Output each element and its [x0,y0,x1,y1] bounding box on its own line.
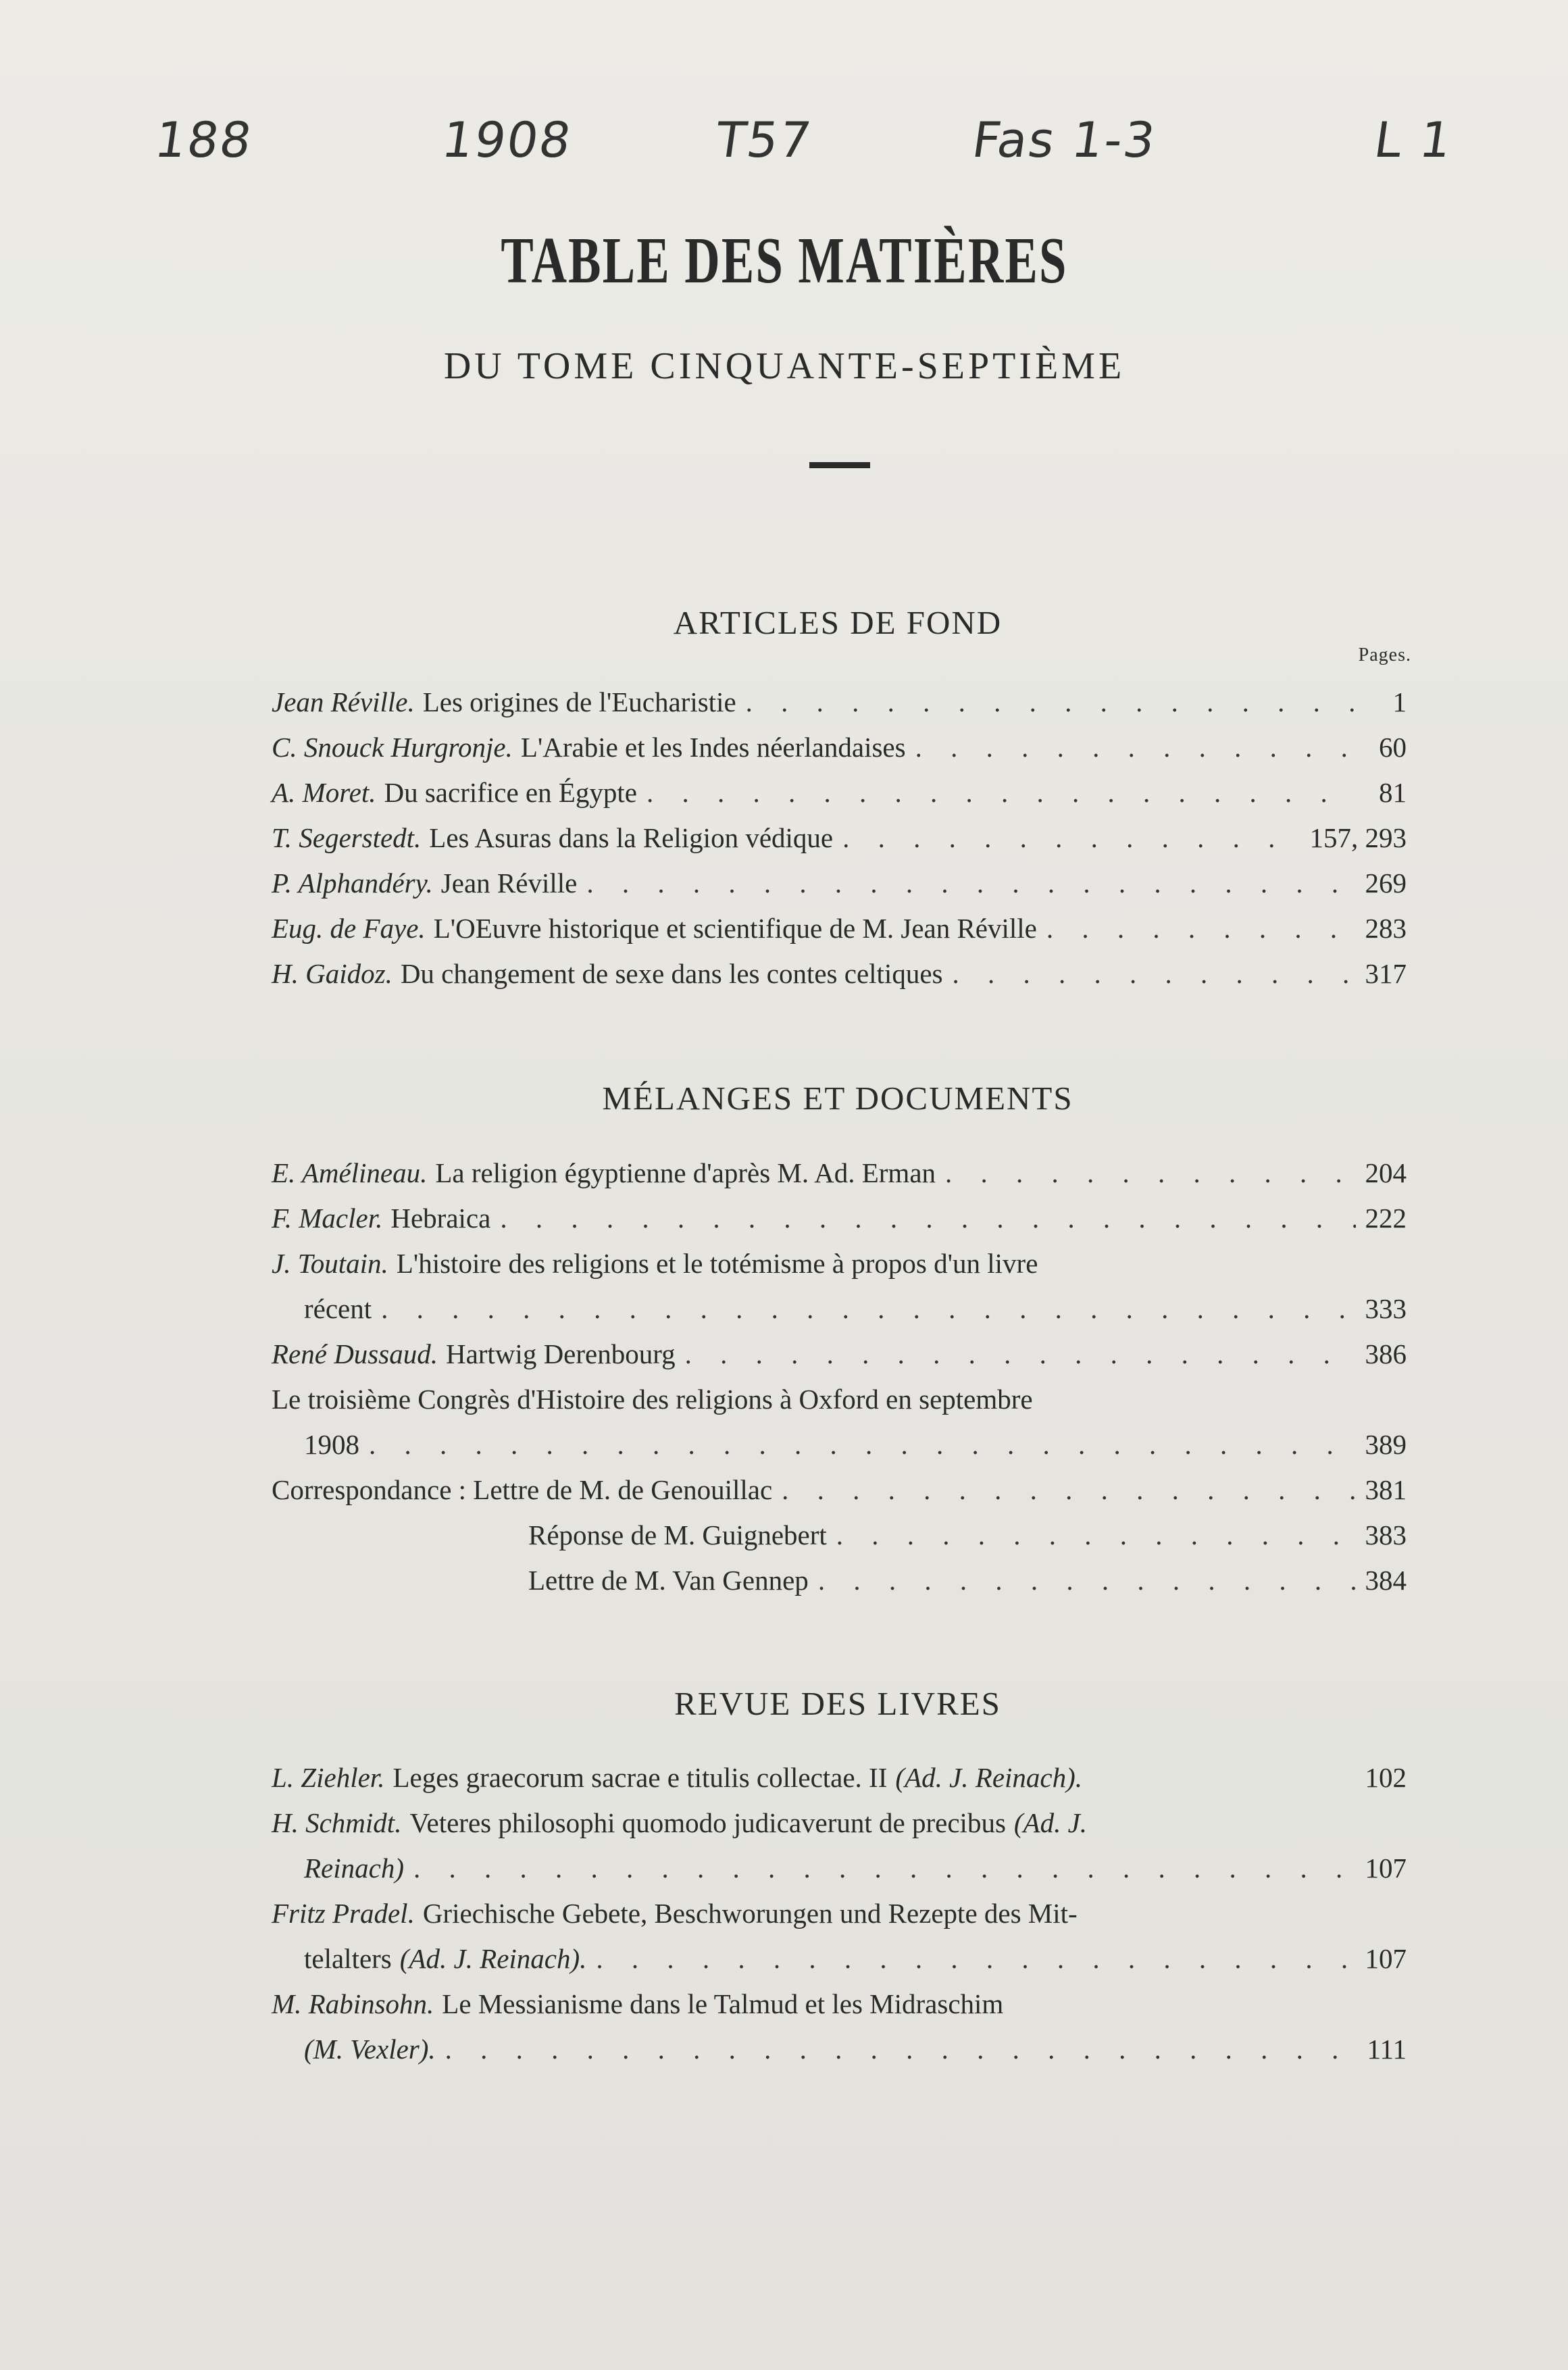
entry-page: 222 [1365,1203,1407,1234]
toc-entry[interactable] [272,680,1407,725]
leader-dots [915,725,1357,770]
toc-entry[interactable] [272,1513,1407,1558]
entry-page: 384 [1365,1565,1407,1596]
section-heading-articles: ARTICLES DE FOND [673,604,1003,641]
entry-reviewer: (Ad. J. Reinach). [399,1943,587,1974]
section-heading-melanges: MÉLANGES ET DOCUMENTS [602,1080,1073,1117]
entry-title: Correspondance : Lettre de M. de Genouillac [272,1474,773,1505]
toc-entry-continuation[interactable] [272,2027,1407,2072]
toc-entry-continuation[interactable] [272,1936,1407,1982]
entry-author: H. Schmidt. [272,1807,402,1838]
leader-dots [647,770,1357,815]
entry-author: C. Snouck Hurgronje. [272,732,513,763]
leader-dots [842,815,1300,861]
entry-reviewer: (Ad. J. [1013,1807,1088,1838]
entry-page: 269 [1365,867,1407,899]
entry-title: Le troisième Congrès d'Histoire des religions à Oxford en septembre [272,1384,1033,1415]
revue-list [272,1755,1407,2072]
entry-author: Jean Réville. [272,686,415,717]
title-divider [809,462,870,468]
melanges-list [272,1151,1407,1603]
toc-entry[interactable] [272,1151,1407,1196]
toc-entry[interactable] [272,770,1407,815]
entry-page: 107 [1365,1943,1407,1974]
entry-page: 381 [1365,1474,1407,1505]
entry-title: Du sacrifice en Égypte [384,777,638,808]
handwritten-note: L 1 [1371,111,1457,168]
leader-dots [381,1286,1355,1332]
toc-entry[interactable] [272,1377,1407,1422]
entry-page: 204 [1365,1157,1407,1188]
entry-title: Griechische Gebete, Beschworungen und Rezepte des Mit- [422,1898,1078,1929]
toc-entry[interactable] [272,815,1407,861]
entry-author: J. Toutain. [272,1248,388,1279]
entry-page: 386 [1365,1338,1407,1369]
toc-entry[interactable] [272,1982,1407,2027]
entry-title: Leges graecorum sacrae e titulis collectae. II [393,1762,888,1793]
entry-author: P. Alphandéry. [272,867,433,899]
leader-dots [746,680,1357,725]
entry-page: 157, 293 [1309,822,1407,853]
entry-title: Le Messianisme dans le Talmud et les Midraschim [442,1988,1004,2019]
toc-entry[interactable] [272,1755,1407,1800]
entry-reviewer: (M. Vexler). [304,2034,436,2065]
leader-dots [586,861,1355,906]
pages-column-label: Pages. [1358,645,1411,665]
entry-title: L'OEuvre historique et scientifique de M. Jean Réville [433,913,1037,944]
entry-title: Hebraica [390,1203,491,1234]
entry-page: 102 [1365,1762,1407,1793]
leader-dots [445,2027,1357,2072]
entry-author: Fritz Pradel. [272,1898,415,1929]
toc-entry[interactable] [272,1891,1407,1936]
leader-dots [413,1846,1356,1891]
leader-dots [836,1513,1356,1558]
entry-title: Les Asuras dans la Religion védique [429,822,834,853]
page-subtitle: DU TOME CINQUANTE-SEPTIÈME [443,345,1126,387]
handwritten-note: 1908 [438,111,576,168]
leader-dots [952,951,1355,997]
entry-title: Réponse de M. Guignebert [528,1519,827,1550]
entry-title-continuation: 1908 [304,1429,359,1460]
handwritten-note: Fas 1-3 [969,111,1160,168]
entry-reviewer: (Ad. J. Reinach). [895,1762,1083,1793]
entry-title: L'Arabie et les Indes néerlandaises [520,732,906,763]
articles-list [272,680,1407,997]
entry-page: 107 [1365,1852,1407,1884]
toc-entry[interactable] [272,951,1407,997]
entry-title: L'histoire des religions et le totémisme à propos d'un livre [396,1248,1038,1279]
entry-reviewer-continuation: Reinach) [304,1852,404,1884]
entry-title: Lettre de M. Van Gennep [528,1565,809,1596]
toc-entry[interactable] [272,1241,1407,1286]
leader-dots [782,1467,1355,1513]
toc-entry[interactable] [272,1467,1407,1513]
entry-author: Eug. de Faye. [272,913,426,944]
entry-title: La religion égyptienne d'après M. Ad. Erman [435,1157,936,1188]
entry-page: 389 [1365,1429,1407,1460]
entry-title: Du changement de sexe dans les contes celtiques [400,958,943,989]
entry-author: E. Amélineau. [272,1157,428,1188]
leader-dots [596,1936,1355,1982]
entry-title: Jean Réville [440,867,578,899]
toc-entry-continuation[interactable] [272,1286,1407,1332]
entry-author: F. Macler. [272,1203,383,1234]
entry-author: M. Rabinsohn. [272,1988,434,2019]
leader-dots [818,1558,1356,1603]
entry-page: 333 [1365,1293,1407,1324]
entry-author: T. Segerstedt. [272,822,422,853]
entry-title-continuation: récent [304,1293,372,1324]
leader-dots [500,1196,1355,1241]
entry-title: Les origines de l'Eucharistie [422,686,736,717]
entry-author: L. Ziehler. [272,1762,385,1793]
toc-entry-continuation[interactable] [272,1422,1407,1467]
toc-entry[interactable] [272,1558,1407,1603]
toc-entry[interactable] [272,1332,1407,1377]
page-title: TABLE DES MATIÈRES [501,224,1068,297]
entry-page: 383 [1365,1519,1407,1550]
entry-page: 317 [1365,958,1407,989]
entry-page: 111 [1367,2034,1407,2065]
handwritten-note: T57 [712,111,816,168]
toc-entry[interactable] [272,1800,1407,1846]
toc-entry[interactable] [272,906,1407,951]
toc-entry-continuation[interactable] [272,1846,1407,1891]
section-heading-revue: REVUE DES LIVRES [674,1685,1001,1722]
leader-dots [945,1151,1355,1196]
entry-page: 81 [1379,777,1407,808]
entry-page: 60 [1379,732,1407,763]
entry-page: 1 [1392,686,1407,717]
toc-entry[interactable] [272,725,1407,770]
entry-author: René Dussaud. [272,1338,438,1369]
entry-author: A. Moret. [272,777,376,808]
entry-title: Hartwig Derenbourg [445,1338,676,1369]
toc-entry[interactable] [272,1196,1407,1241]
handwritten-note: 188 [151,111,257,168]
leader-dots [1046,906,1356,951]
leader-dots [369,1422,1356,1467]
entry-title-continuation: telalters [304,1943,392,1974]
leader-dots [685,1332,1356,1377]
entry-page: 283 [1365,913,1407,944]
toc-entry[interactable] [272,861,1407,906]
entry-title: Veteres philosophi quomodo judicaverunt de precibus [409,1807,1006,1838]
entry-author: H. Gaidoz. [272,958,393,989]
